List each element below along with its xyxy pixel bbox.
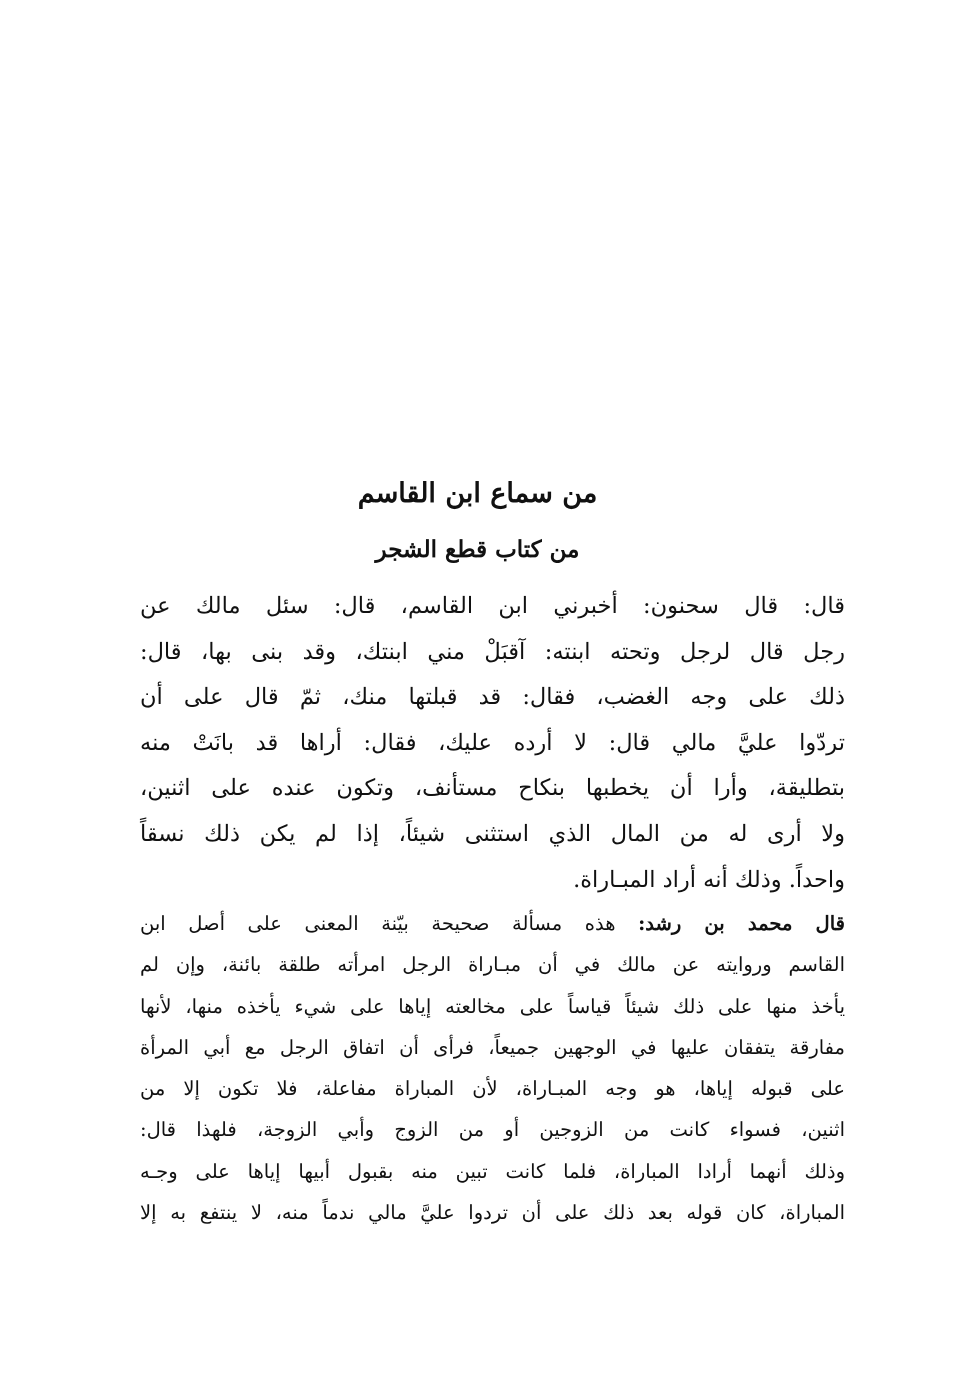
text-line: القاسم وروايته عن مالك في أن مبـاراة الرجل امرأته طلقة بائنة، وإن لم — [140, 953, 845, 977]
commentary-line-rest: هذه مسألة صحيحة بيّنة المعنى على أصل ابن — [140, 912, 639, 935]
text-line — [140, 903, 845, 944]
text-line: مفارقة يتفقان عليها في الوجهين جميعاً، فرأى أن اتفاق الرجل مع أبي المرأة — [140, 1035, 845, 1059]
text-line: بتطليقة، وأرا أن يخطبها بنكاح مستأنف، وتكون عنده على اثنين، — [140, 775, 845, 802]
text-line: ولا أرى له من المال الذي استثنى شيئاً، إذا لم يكن ذلك نسقاً — [140, 820, 845, 847]
text-line: على قبوله إياها، هو وجه المبـاراة، لأن المباراة مفاعلة، فلا تكون إلا من — [140, 1077, 845, 1101]
paragraph-narration — [140, 584, 845, 903]
text-line: اثنين، فسواء كانت من الزوجين أو من الزوج وأبي الزوجة، فلهذا قال: — [140, 1118, 845, 1142]
text-line: وذلك أنهما أرادا المباراة، فلما كانت تبين منه بقبول أبيها إياها على وجـه — [140, 1159, 845, 1183]
section-heading: من سماع ابن القاسم — [357, 478, 598, 509]
text-line: يأخذ منها على ذلك شيئاً قياساً على مخالعته إياها على شيء يأخذه منها، لأنها — [140, 994, 845, 1018]
commentary-lead: قال محمد بن رشد: — [638, 912, 845, 935]
text-line: قال: قال سحنون: أخبرني ابن القاسم، قال: سئل مالك عن — [140, 593, 845, 619]
paragraph-commentary — [140, 903, 845, 1233]
text-line: واحداً. وذلك أنه أراد المبـاراة. — [573, 866, 845, 893]
chapter-subheading: من كتاب قطع الشجر — [375, 536, 580, 563]
text-line: المباراة، كان قوله بعد ذلك على أن تردوا عليَّ مالي ندماً منه، لا ينتفع به إلا — [140, 1201, 845, 1225]
text-line: رجل قال لرجل وتحته ابنته: آقبَلْ مني ابنتك، وقد بنى بها، قال: — [140, 638, 845, 665]
text-line: تردّوا عليَّ مالي قال: لا أرده عليك، فقال: أراها قد بانَتْ منه — [140, 729, 845, 756]
text-line: ذلك على وجه الغضب، فقال: قد قبلتها منك، ثمّ قال على أن — [140, 684, 845, 711]
